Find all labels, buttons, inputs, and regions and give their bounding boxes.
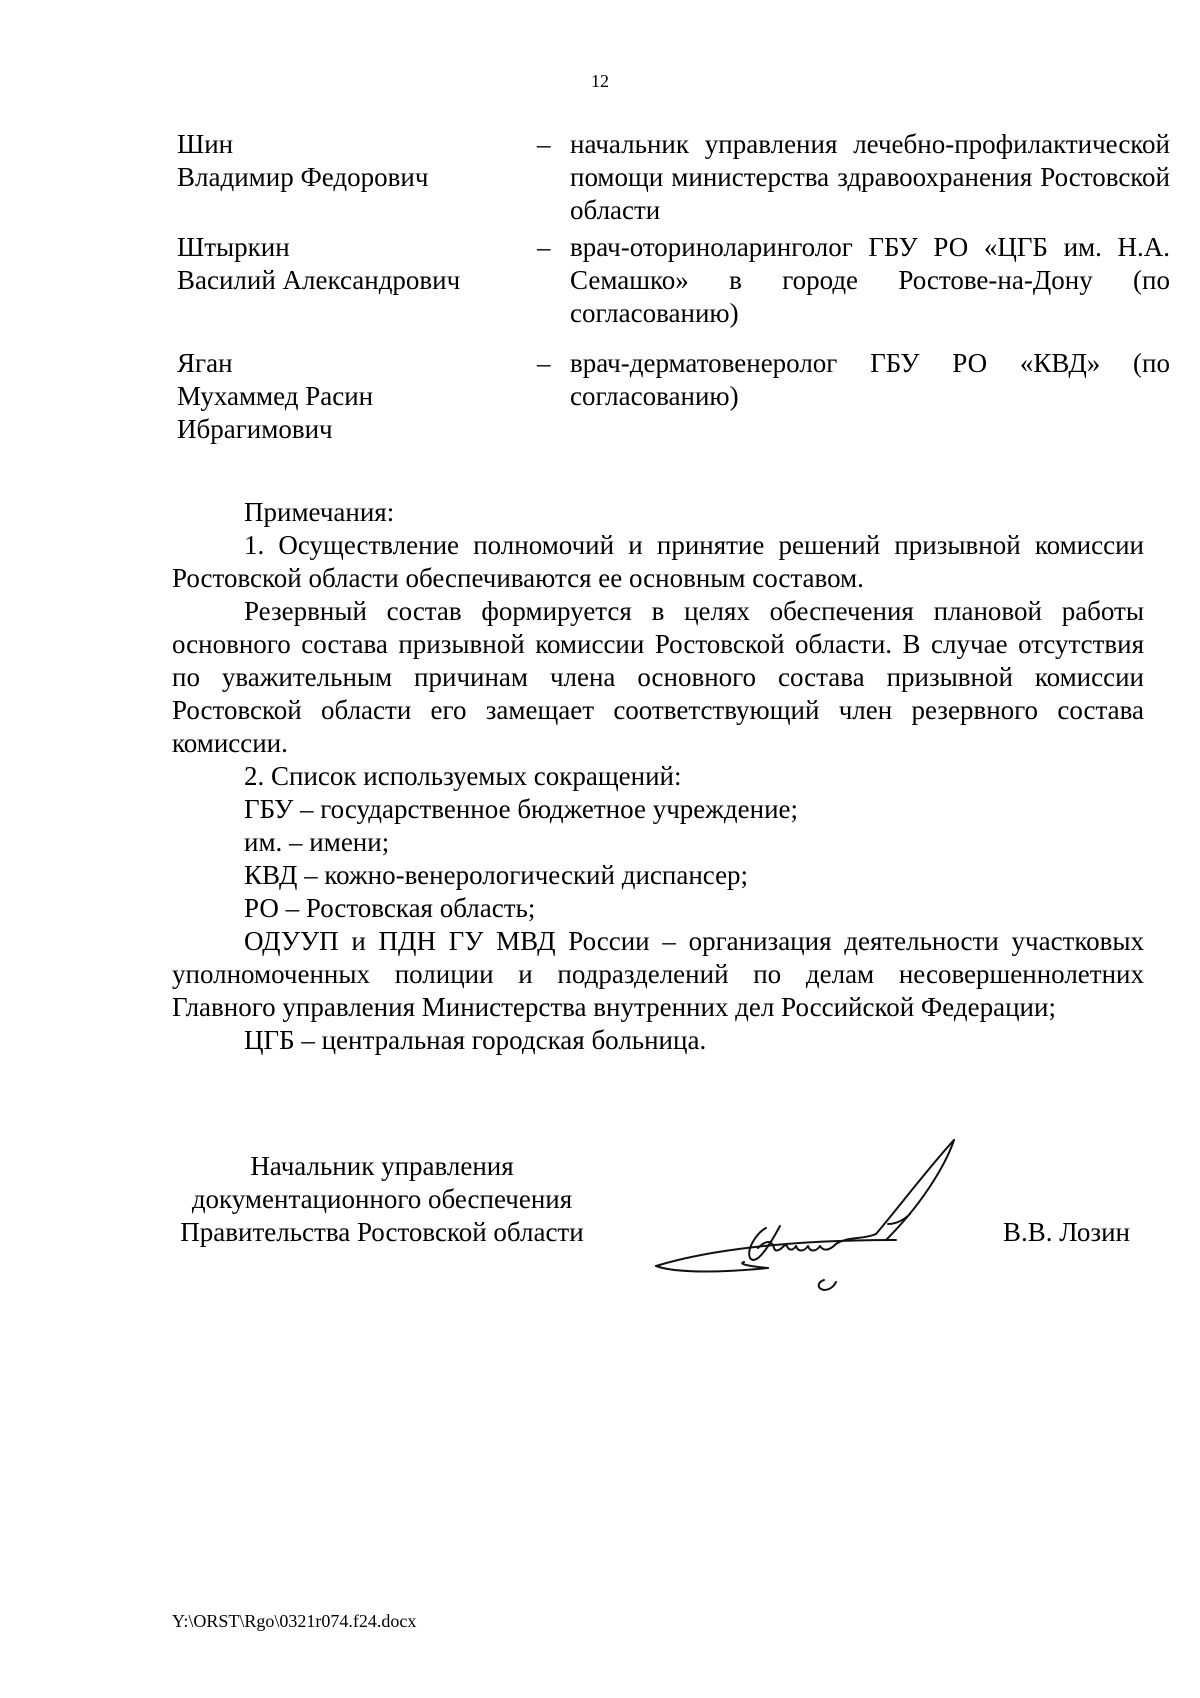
member-name bbox=[177, 231, 507, 297]
position-line: документационного обеспечения bbox=[191, 1184, 573, 1214]
abbreviation-item: ЦГБ – центральная городская больница. bbox=[244, 1025, 707, 1055]
signer-name: В.В. Лозин bbox=[1003, 1217, 1130, 1247]
member-role: врач-дерматовенеролог ГБУ РО «КВД» (по согласованию) bbox=[570, 348, 1170, 411]
position-line: Начальник управления bbox=[250, 1151, 514, 1181]
member-entry bbox=[177, 347, 1170, 455]
member-role: начальник управления лечебно-профилактической помощи министерства здравоохранения Ростовской области bbox=[570, 129, 1170, 225]
signatory-position bbox=[172, 1150, 592, 1249]
member-entry bbox=[177, 128, 1170, 231]
note-paragraph: Резервный состав формируется в целях обеспечения плановой работы основного состава призывной комиссии Ростовской области. В случае отсутствия по уважительным причинам члена основного состава призывной комиссии Ростовской области его замещает соответствующий член резервного состава комиссии. bbox=[172, 596, 1144, 758]
abbreviation-item: им. – имени; bbox=[244, 827, 390, 857]
page-number: 12 bbox=[591, 71, 609, 91]
member-patronymic: Ибрагимович bbox=[177, 414, 333, 444]
member-dash: – bbox=[537, 232, 551, 262]
member-name bbox=[177, 128, 507, 194]
member-entry bbox=[177, 231, 1170, 347]
member-name bbox=[177, 347, 507, 446]
abbreviation-item: ГБУ – государственное бюджетное учреждение; bbox=[244, 794, 799, 824]
member-given-names: Владимир Федорович bbox=[177, 162, 429, 192]
member-role: врач-оториноларинголог ГБУ РО «ЦГБ им. Н.А. Семашко» в городе Ростове-на-Дону (по согласованию) bbox=[570, 232, 1170, 328]
abbreviation-item: РО – Ростовская область; bbox=[244, 893, 536, 923]
member-surname: Шин bbox=[177, 129, 234, 159]
note-paragraph: 1. Осуществление полномочий и принятие решений призывной комиссии Ростовской области обеспечиваются ее основным составом. bbox=[172, 530, 1144, 593]
member-dash: – bbox=[537, 348, 551, 378]
member-surname: Штыркин bbox=[177, 232, 290, 262]
position-line: Правительства Ростовской области bbox=[180, 1217, 584, 1247]
member-dash: – bbox=[537, 129, 551, 159]
notes-title: Примечания: bbox=[244, 497, 395, 527]
abbreviation-item: ОДУУП и ПДН ГУ МВД России – организация деятельности участковых уполномоченных полиции и подразделений по делам несовершеннолетних Главного управления Министерства внутренних дел Российской Федерации; bbox=[172, 926, 1144, 1022]
notes-section bbox=[172, 496, 1144, 1057]
member-surname: Яган bbox=[177, 348, 233, 378]
handwritten-signature bbox=[648, 1128, 988, 1298]
members-list bbox=[177, 128, 1170, 455]
member-given-names: Василий Александрович bbox=[177, 265, 461, 295]
member-given-names: Мухаммед Расин bbox=[177, 381, 374, 411]
file-path-footer: Y:\ORST\Rgo\0321r074.f24.docx bbox=[172, 1611, 417, 1631]
note-paragraph: 2. Список используемых сокращений: bbox=[244, 761, 682, 791]
abbreviation-item: КВД – кожно-венерологический диспансер; bbox=[244, 860, 749, 890]
